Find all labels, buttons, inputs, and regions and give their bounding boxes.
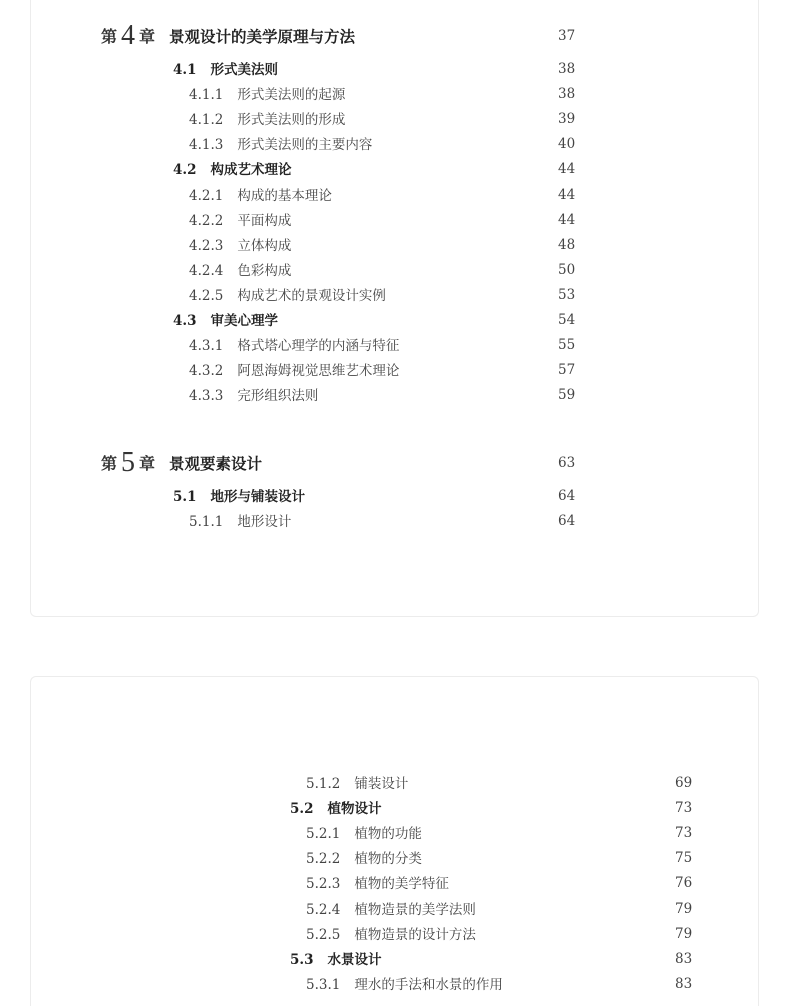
toc-subsection-row	[189, 510, 291, 532]
chapter-suffix: 章	[139, 27, 156, 46]
chapter-prefix: 第	[101, 454, 118, 473]
toc-section-row	[173, 309, 278, 331]
subsection-title: 植物的美学特征	[354, 876, 449, 893]
section-number: 5.2	[290, 801, 314, 818]
toc-subsection-row	[189, 359, 399, 381]
page-number: 57	[558, 362, 576, 379]
subsection-title: 构成艺术的景观设计实例	[237, 287, 386, 304]
toc-subsection-row	[306, 898, 476, 920]
page-number: 79	[675, 925, 693, 942]
page-number: 59	[558, 387, 576, 404]
page-number: 48	[558, 236, 576, 253]
toc-subsection-row	[189, 184, 332, 206]
page-number: 40	[558, 136, 576, 153]
page-number: 38	[558, 86, 576, 103]
toc-subsection-row	[189, 209, 291, 231]
page-number: 73	[675, 800, 693, 817]
chapter-suffix: 章	[139, 454, 156, 473]
toc-subsection-row	[306, 847, 422, 869]
page-number: 69	[675, 775, 693, 791]
toc-subsection-row	[306, 772, 408, 794]
toc-page-2	[30, 676, 759, 1006]
toc-subsection-row	[189, 108, 345, 130]
subsection-title: 植物的分类	[354, 851, 422, 868]
section-title: 地形与铺装设计	[210, 489, 305, 505]
section-title: 审美心理学	[210, 313, 278, 329]
chapter-number: 5	[121, 447, 136, 478]
toc-subsection-row	[189, 259, 291, 281]
toc-page-1	[30, 0, 759, 617]
subsection-number: 4.2.1	[189, 187, 224, 204]
page-number: 44	[558, 211, 576, 228]
chapter-number: 4	[121, 20, 136, 51]
subsection-number: 4.3.2	[189, 363, 224, 380]
subsection-title: 植物造景的设计方法	[354, 926, 476, 943]
page-number: 64	[558, 488, 576, 504]
page-number: 53	[558, 286, 576, 303]
page-number: 83	[675, 975, 693, 992]
subsection-title: 立体构成	[237, 237, 292, 254]
chapter-heading	[101, 445, 262, 481]
subsection-number: 4.3.1	[189, 338, 224, 355]
subsection-number: 5.2.4	[306, 901, 341, 918]
subsection-title: 地形设计	[237, 514, 292, 531]
subsection-number: 4.2.3	[189, 237, 224, 254]
subsection-title: 阿恩海姆视觉思维艺术理论	[237, 363, 400, 380]
toc-section-row	[290, 797, 382, 819]
subsection-title: 形式美法则的主要内容	[237, 137, 373, 154]
subsection-title: 色彩构成	[237, 262, 292, 279]
page-number: 38	[558, 61, 576, 77]
page-number: 55	[558, 337, 576, 354]
subsection-title: 形式美法则的起源	[237, 87, 346, 104]
chapter-page-number: 37	[558, 28, 576, 44]
section-number: 4.1	[173, 62, 197, 78]
subsection-number: 4.1.1	[189, 87, 224, 104]
toc-subsection-row	[306, 872, 449, 894]
page-number: 79	[675, 900, 693, 917]
toc-section-row	[290, 948, 382, 970]
subsection-number: 4.2.4	[189, 262, 224, 279]
subsection-title: 平面构成	[237, 212, 292, 229]
subsection-number: 4.2.5	[189, 287, 224, 304]
page-number: 75	[675, 850, 693, 867]
subsection-number: 4.2.2	[189, 212, 224, 229]
page-number: 76	[675, 875, 693, 892]
chapter-heading	[101, 18, 355, 54]
chapter-title: 景观设计的美学原理与方法	[169, 27, 356, 46]
page-number: 44	[558, 186, 576, 203]
toc-subsection-row	[306, 973, 503, 995]
chapter-title: 景观要素设计	[169, 454, 263, 473]
subsection-title: 完形组织法则	[237, 388, 319, 405]
section-number: 4.2	[173, 162, 197, 179]
subsection-title: 理水的手法和水景的作用	[354, 976, 503, 993]
toc-subsection-row	[189, 83, 345, 105]
page-number: 64	[558, 513, 576, 530]
page-number: 44	[558, 161, 576, 178]
subsection-number: 5.2.2	[306, 851, 341, 868]
section-title: 构成艺术理论	[210, 162, 292, 179]
page-number: 39	[558, 111, 576, 128]
subsection-title: 植物造景的美学法则	[354, 901, 476, 918]
section-title: 形式美法则	[210, 62, 278, 78]
toc-subsection-row	[189, 334, 399, 356]
toc-subsection-row	[306, 822, 422, 844]
toc-subsection-row	[189, 133, 372, 155]
chapter-prefix: 第	[101, 27, 118, 46]
subsection-title: 格式塔心理学的内涵与特征	[237, 338, 400, 355]
toc-subsection-row	[189, 384, 318, 406]
toc-section-row	[173, 485, 305, 507]
subsection-number: 4.3.3	[189, 388, 224, 405]
subsection-title: 形式美法则的形成	[237, 112, 346, 129]
section-title: 水景设计	[327, 951, 382, 968]
subsection-number: 4.1.3	[189, 137, 224, 154]
toc-subsection-row	[189, 284, 386, 306]
section-number: 5.3	[290, 951, 314, 968]
subsection-number: 5.1.1	[189, 514, 224, 531]
subsection-number: 5.2.1	[306, 826, 341, 843]
section-title: 植物设计	[327, 801, 382, 818]
page-number: 54	[558, 312, 576, 328]
subsection-number: 5.2.5	[306, 926, 341, 943]
section-number: 5.1	[173, 489, 197, 505]
toc-subsection-row	[189, 234, 291, 256]
subsection-number: 4.1.2	[189, 112, 224, 129]
section-number: 4.3	[173, 313, 197, 329]
chapter-page-number: 63	[558, 455, 576, 471]
subsection-title: 构成的基本理论	[237, 187, 332, 204]
subsection-number: 5.2.3	[306, 876, 341, 893]
page-number: 73	[675, 825, 693, 842]
page-number: 50	[558, 261, 576, 278]
subsection-number: 5.3.1	[306, 976, 341, 993]
subsection-number: 5.1.2	[306, 776, 341, 792]
toc-section-row	[173, 58, 278, 80]
subsection-title: 铺装设计	[354, 776, 409, 792]
toc-subsection-row	[306, 923, 476, 945]
toc-section-row	[173, 158, 292, 180]
page-number: 83	[675, 950, 693, 967]
subsection-title: 植物的功能	[354, 826, 422, 843]
